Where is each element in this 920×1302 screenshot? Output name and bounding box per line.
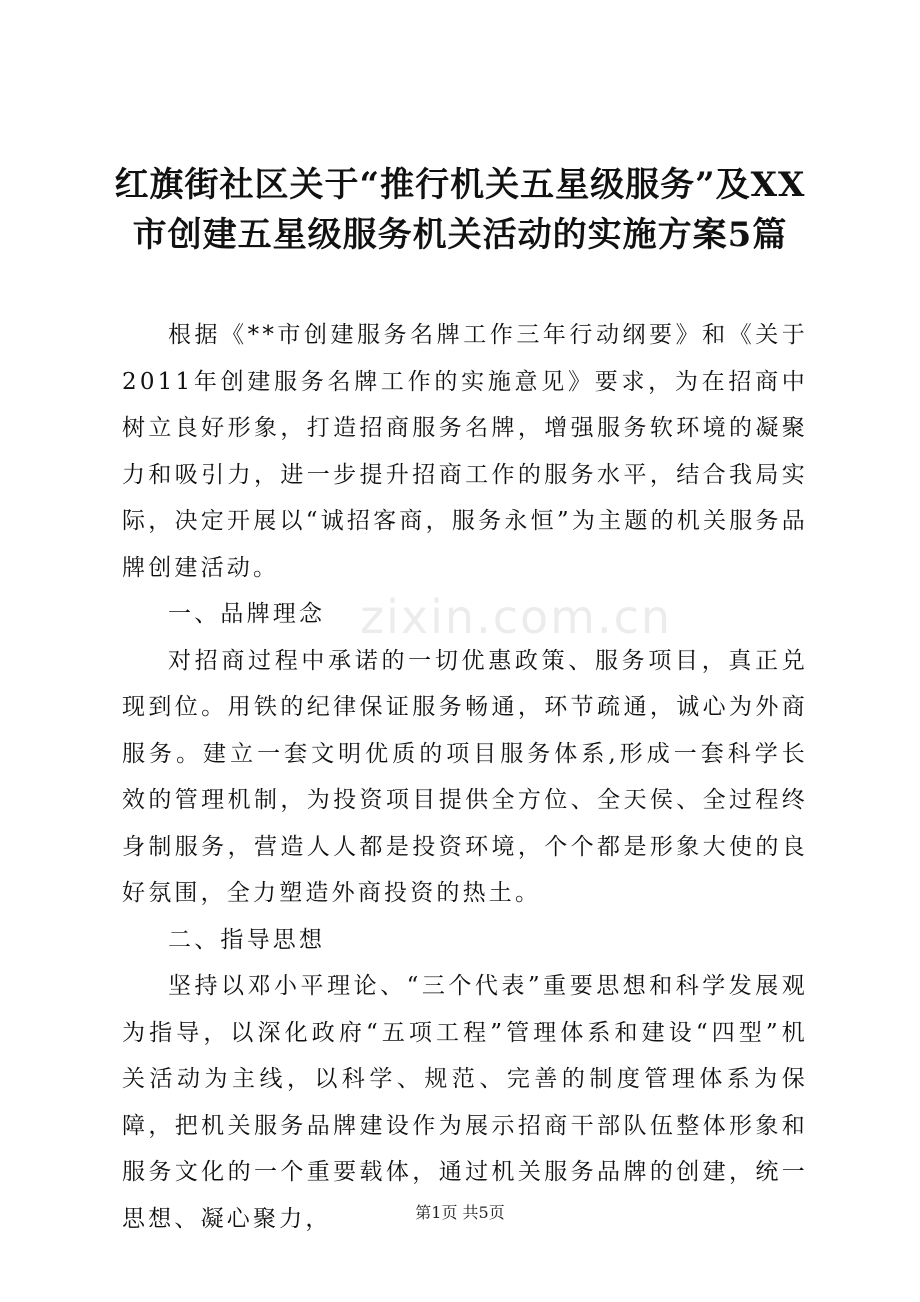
brand-concept-paragraph: 对招商过程中承诺的一切优惠政策、服务项目，真正兑现到位。用铁的纪律保证服务畅通，环节疏通，诚心为外商服务。建立一套文明优质的项目服务体系,形成一套科学长效的管理机制，为投资项目提供全方位、全天侯、全过程终身制服务，营造人人都是投资环境，个个都是形象大使的良好氛围，全力塑造外商投资的热土。 bbox=[122, 647, 808, 906]
watermark: zixin.com.cn bbox=[360, 590, 673, 644]
document-body bbox=[122, 312, 808, 1242]
document-title: 红旗街社区关于“推行机关五星级服务”及XX市创建五星级服务机关活动的实施方案5篇 bbox=[114, 165, 806, 255]
section-heading-guiding-ideology: 二、指导思想 bbox=[168, 926, 326, 953]
section-heading-brand-concept: 一、品牌理念 bbox=[168, 601, 326, 627]
guiding-ideology-paragraph: 坚持以邓小平理论、“三个代表”重要思想和科学发展观为指导，以深化政府“五项工程”管理体系和建设“四型”机关活动为主线，以科学、规范、完善的制度管理体系为保障，把机关服务品牌建设作为展示招商干部队伍整体形象和服务文化的一个重要载体，通过机关服务品牌的创建，统一思想、凝心聚力， bbox=[122, 973, 808, 1232]
intro-paragraph: 根据《**市创建服务名牌工作三年行动纲要》和《关于2011年创建服务名牌工作的实施意见》要求，为在招商中树立良好形象，打造招商服务名牌，增强服务软环境的凝聚力和吸引力，进一步提升招商工作的服务水平，结合我局实际，决定开展以“诚招客商，服务永恒”为主题的机关服务品牌创建活动。 bbox=[122, 322, 808, 581]
page-footer: 第1页 共5页 bbox=[415, 1203, 505, 1222]
